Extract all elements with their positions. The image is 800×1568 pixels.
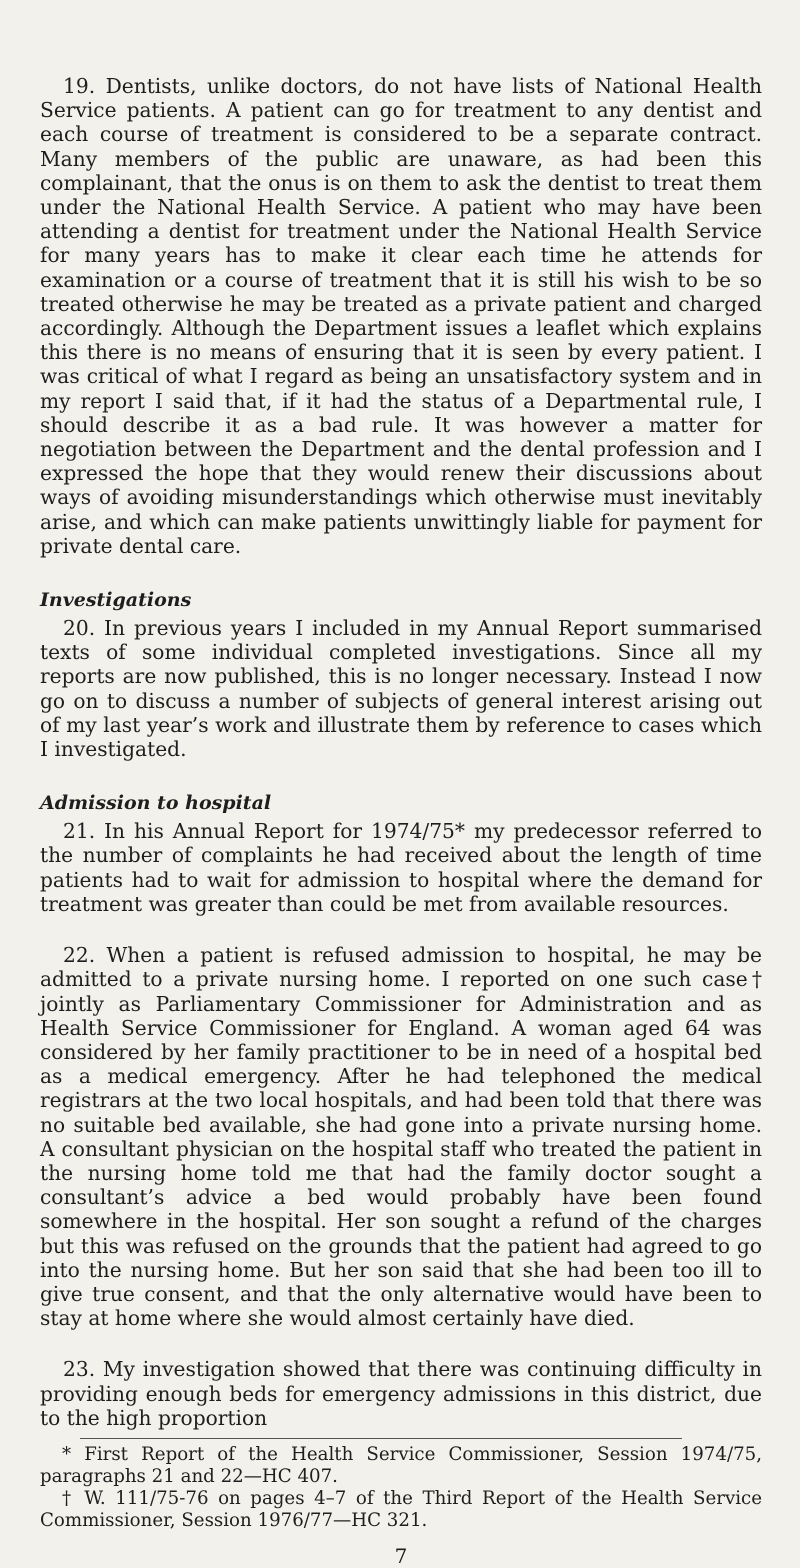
paragraph-22: 22. When a patient is refused admission to hospital, he may be admitted to a private nursing home. I reported on one such case† jointly as Parliamentary Commissioner for Administration and as Health Service Commissioner for England. A woman aged 64 was considered by her family practitioner to be in need of a hospital bed as a medical emergency. After he had telephoned the medical registrars at the two local hospitals, and had been told that there was no suitable bed available, she had gone into a private nursing home. A consultant physician on the hospital staff who treated the patient in the nursing home told me that had the family doctor sought a consultant’s advice a bed would probably have been found somewhere in the hospital. Her son sought a refund of the charges but this was refused on the grounds that the patient had agreed to go into the nursing home. But her son said that she had been too ill to give true consent, and that the only alternative would have been to stay at home where she would almost certainly have died.	[40, 943, 762, 1331]
paragraph-19: 19. Dentists, unlike doctors, do not have lists of National Health Service patients. A patient can go for treatment to any dentist and each course of treatment is considered to be a separate contract. Many members of the public are unaware, as had been this complainant, that the onus is on them to ask the dentist to treat them under the National Health Service. A patient who may have been attending a dentist for treatment under the National Health Service for many years has to make it clear each time he attends for examination or a course of treatment that it is still his wish to be so treated otherwise he may be treated as a private patient and charged accordingly. Although the Department issues a leaflet which explains this there is no means of ensuring that it is seen by every patient. I was critical of what I regard as being an unsatisfactory system and in my report I said that, if it had the status of a Departmental rule, I should describe it as a bad rule. It was however a matter for negotiation between the Department and the dental profession and I expressed the hope that they would renew their discussions about ways of avoiding misunderstandings which otherwise must inevitably arise, and which can make patients unwittingly liable for payment for private dental care.	[40, 74, 762, 558]
footnote-divider	[80, 1438, 682, 1439]
page-number: 7	[394, 1543, 408, 1568]
footnote-star: * First Report of the Health Service Commissioner, Session 1974/75, paragraphs 21 and 22—HC 407.	[40, 1443, 762, 1487]
heading-admission-to-hospital: Admission to hospital	[40, 792, 272, 815]
paragraph-20: 20. In previous years I included in my Annual Report summarised texts of some individual completed investigations. Since all my reports are now published, this is no longer necessary. Instead I now go on to discuss a number of subjects of general interest arising out of my last year’s work and illustrate them by reference to cases which I investigated.	[40, 616, 762, 762]
footnote-dagger: † W. 111/75-76 on pages 4–7 of the Third Report of the Health Service Commissioner, Session 1976/77—HC 321.	[40, 1487, 762, 1531]
paragraph-23: 23. My investigation showed that there was continuing difficulty in providing enough beds for emergency admissions in this district, due to the high proportion	[40, 1357, 762, 1430]
paragraph-21: 21. In his Annual Report for 1974/75* my predecessor referred to the number of complaints he had received about the length of time patients had to wait for admission to hospital where the demand for treatment was greater than could be met from available resources.	[40, 819, 762, 916]
heading-investigations: Investigations	[40, 589, 192, 612]
